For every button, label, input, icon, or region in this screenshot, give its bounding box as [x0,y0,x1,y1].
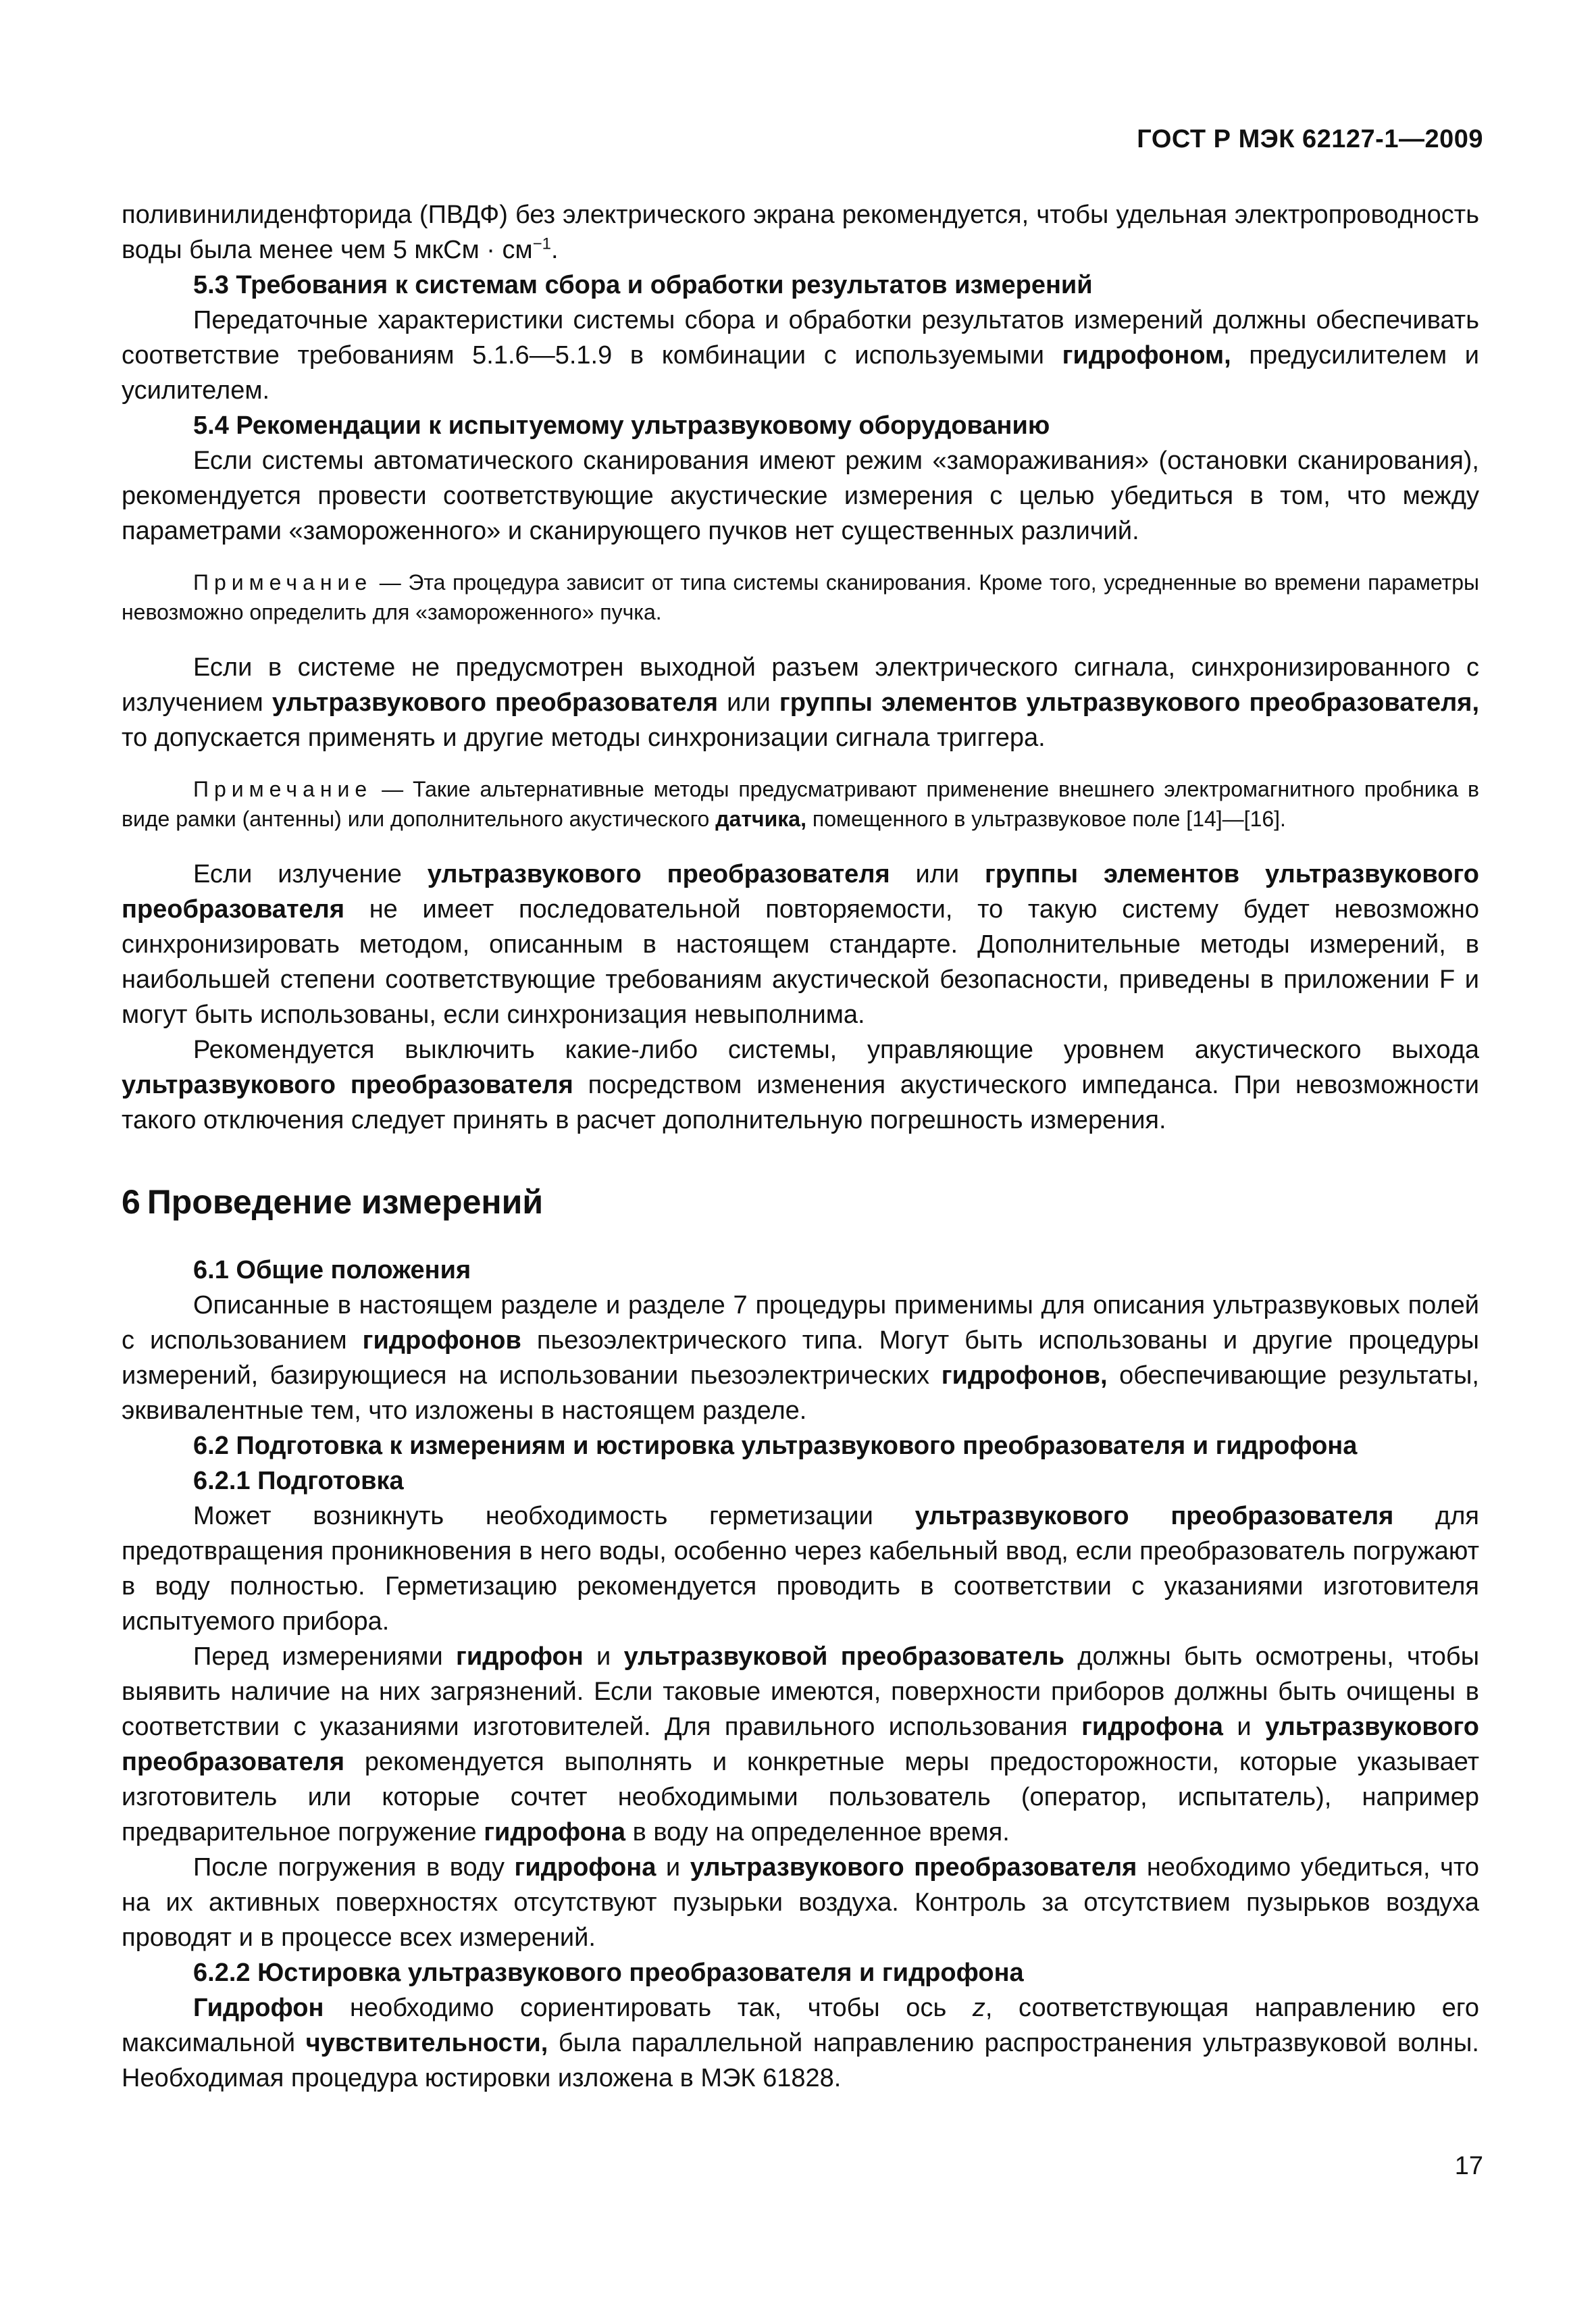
text-run: рекомендуется выполнять и конкретные меры предосторожности, которые указывает изготовитель или которые сочтет необходимыми пользователь (оператор, испытатель), например предварительное погружение [122,1748,1479,1846]
section-title: Проведение измерений [147,1183,544,1221]
text-run: посредством изменения акустического импеданса. При невозможности такого отключения следует принять в расчет дополнительную погрешность измерения. [122,1071,1479,1134]
document-header: ГОСТ Р МЭК 62127-1—2009 [1137,125,1483,153]
term-bold: гидрофонов [362,1326,521,1355]
text-run: предусилителем и усилителем. [122,341,1479,405]
note-1 [122,568,1479,627]
term-bold: Гидрофон [193,1994,324,2022]
text-run: была параллельной направлению распространения ультразвуковой волны. Необходимая процедура юстировки изложена в МЭК 61828. [122,2029,1479,2092]
intro-end: . [551,236,559,264]
term-bold: чувствительности, [305,2029,548,2057]
text-run: в воду на определенное время. [625,1818,1010,1846]
text-run: и [656,1853,690,1882]
text-run: Передаточные характеристики системы сбора и обработки результатов измерений должны обеспечивать соответствие требованиям 5.1.6—5.1.9 в комбинации с используемыми [122,306,1479,370]
axis-symbol: z [972,1994,985,2022]
text-run: то допускается применять и другие методы синхронизации сигнала триггера. [122,724,1046,752]
note-text: помещенного в ультразвуковое поле [14]—[16]. [806,807,1286,831]
term-bold: гидрофон [456,1642,584,1671]
paragraph-6-2-1-1 [122,1499,1479,1639]
paragraph-5-4-3 [122,857,1479,1032]
term-bold: датчика, [715,807,806,831]
text-run: для предотвращения проникновения в него воды, особенно через кабельный ввод, если преобразователь погружают в воду полностью. Герметизацию рекомендуется проводить в соответствии с указаниями изготовителя испытуемого прибора. [122,1502,1479,1636]
heading-6-1: 6.1 Общие положения [193,1256,471,1284]
paragraph-5-4-1: Если системы автоматического сканирования имеют режим «замораживания» (остановки сканирования), рекомендуется провести соответствующие акустические измерения с целью убедиться в том, что между параметрами «замороженного» и сканирующего пучков нет существенных различий. [122,447,1479,545]
section-heading-6 [122,1181,1479,1223]
heading-5-3: 5.3 Требования к системам сбора и обработки результатов измерений [193,271,1093,299]
note-label: Примечание [193,570,373,595]
paragraph-5-4-2 [122,650,1479,755]
term-bold: ультразвукового преобразователя [272,688,719,717]
text-run: , соответствующая направлению его максимальной [122,1994,1480,2057]
term-bold: группы элементов ультразвукового преобразователя [122,860,1479,924]
paragraph-6-2-1-2 [122,1639,1479,1850]
intro-superscript: −1 [532,234,552,253]
term-bold: ультразвуковой преобразователь [623,1642,1064,1671]
text-run: Перед измерениями [193,1642,457,1671]
text-run: Если излучение [193,860,428,888]
intro-paragraph [122,197,1479,268]
text-run: или [718,688,779,717]
page-content [122,197,1479,2096]
text-run: необходимо сориентировать так, чтобы ось [324,1994,973,2022]
term-bold: гидрофонов, [941,1361,1108,1390]
text-run: пьезоэлектрического типа. Могут быть использованы и другие процедуры измерений, базирующиеся на использовании пьезоэлектрических [122,1326,1479,1390]
section-number: 6 [122,1183,140,1221]
term-bold: ультразвукового преобразователя [690,1853,1137,1882]
paragraph-5-4-4 [122,1032,1479,1138]
note-text: — Эта процедура зависит от типа системы сканирования. Кроме того, усредненные во времени параметры невозможно определить для «замороженного» пучка. [122,570,1479,624]
term-bold: ультразвукового преобразователя [915,1502,1394,1530]
term-bold: ультразвукового преобразователя [122,1713,1479,1776]
intro-text: поливинилиденфторида (ПВДФ) без электрического экрана рекомендуется, чтобы удельная электропроводность воды была менее чем 5 мкСм · см [122,201,1479,264]
note-2 [122,774,1479,834]
text-run: не имеет последовательной повторяемости, то такую систему будет невозможно синхронизировать методом, описанным в настоящем стандарте. Дополнительные методы измерений, в наибольшей степени соответствующие требованиям акустической безопасности, приведены в приложении F и могут быть использованы, если синхронизация невыполнима. [122,895,1479,1029]
term-bold: гидрофона [1081,1713,1223,1741]
text-run: и [1222,1713,1265,1741]
heading-5-4: 5.4 Рекомендации к испытуемому ультразвуковому оборудованию [193,411,1050,440]
text-run: или [890,860,985,888]
paragraph-6-1 [122,1288,1479,1428]
text-run: После погружения в воду [193,1853,515,1882]
text-run: обеспечивающие результаты, эквивалентные тем, что изложены в настоящем разделе. [122,1361,1479,1425]
text-run: Может возникнуть необходимость герметизации [193,1502,915,1530]
term-bold: группы элементов ультразвукового преобразователя, [779,688,1479,717]
text-run: Описанные в настоящем разделе и разделе 7 процедуры применимы для описания ультразвуковых полей с использованием [122,1291,1479,1355]
term-bold: ультразвукового преобразователя [427,860,890,888]
note-label: Примечание [193,777,373,801]
text-run: необходимо убедиться, что на их активных поверхностях отсутствуют пузырьки воздуха. Контроль за отсутствием пузырьков воздуха проводят и в процессе всех измерений. [122,1853,1480,1952]
term-bold: гидрофоном, [1062,341,1231,370]
page-number: 17 [1454,2152,1483,2180]
paragraph-5-3 [122,303,1479,408]
text-run: Рекомендуется выключить какие-либо системы, управляющие уровнем акустического выхода [193,1036,1479,1064]
note-text: — Такие альтернативные методы предусматривают применение внешнего электромагнитного пробника в виде рамки (антенны) или дополнительного акустического [122,777,1479,831]
heading-6-2: 6.2 Подготовка к измерениям и юстировка ультразвукового преобразователя и гидрофона [193,1432,1358,1460]
text-run: должны быть осмотрены, чтобы выявить наличие на них загрязнений. Если таковые имеются, поверхности приборов должны быть очищены в соответствии с указаниями изготовителей. Для правильного использования [122,1642,1480,1741]
paragraph-6-2-1-3 [122,1850,1479,1955]
heading-6-2-2: 6.2.2 Юстировка ультразвукового преобразователя и гидрофона [193,1959,1024,1987]
text-run: Если в системе не предусмотрен выходной разъем электрического сигнала, синхронизированного с излучением [122,653,1479,717]
heading-6-2-1: 6.2.1 Подготовка [193,1467,404,1495]
text-run: и [583,1642,624,1671]
term-bold: гидрофона [514,1853,657,1882]
term-bold: гидрофона [484,1818,626,1846]
term-bold: ультразвукового преобразователя [122,1071,573,1099]
paragraph-6-2-2 [122,1990,1479,2096]
